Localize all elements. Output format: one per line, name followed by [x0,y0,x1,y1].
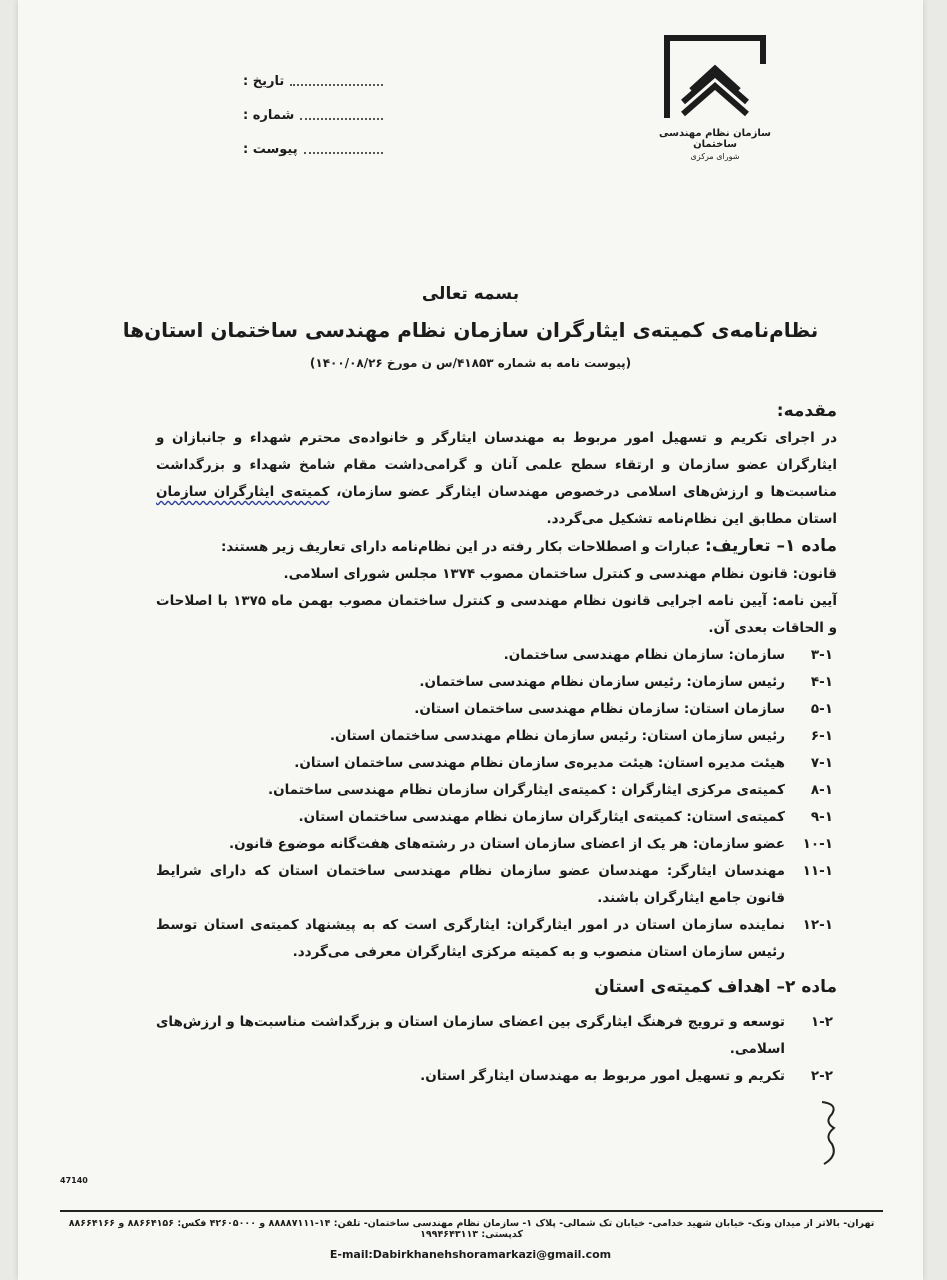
footer-address: تهران- بالاتر از میدان ونک- خیابان شهید خدامی- خیابان تک شمالی- پلاک ۱- سازمان نظام مهندسی ساختمان- تلفن: ۱۴-۸۸۸۸۷۱۱۱ و ۴۲۶۰۵۰۰۰ فکس: ۸۸۶۶۴۱۵۶ و ۸۸۶۶۴۱۶۶ کدپستی: ۱۹۹۴۶۴۳۱۱۳ [60,1210,883,1240]
spacer [156,1001,837,1009]
item-text: تکریم و تسهیل امور مربوط به مهندسان ایثارگر استان. [420,1068,785,1084]
logo-subtitle: شورای مرکزی [690,152,740,161]
item-number: ۴-۱ [810,674,833,690]
item-text: رئیس سازمان: رئیس سازمان نظام مهندسی ساختمان. [419,674,785,690]
bismillah: بسمه تعالی [421,284,520,304]
item-text: عضو سازمان: هر یک از اعضای سازمان استان در رشته‌های هفت‌گانه موضوع قانون. [228,836,785,852]
item-number: ۶-۱ [810,728,833,744]
org-logo [645,34,785,161]
list-item [156,804,837,831]
item-number: ۵-۱ [810,701,833,717]
list-item [156,723,837,750]
document-page [18,0,923,1280]
item-text: کمیته‌ی استان: کمیته‌ی ایثارگران سازمان نظام مهندسی ساختمان استان. [298,809,785,825]
article2-heading: ماده ۲– اهداف کمیته‌ی استان [594,977,837,997]
letter-meta [243,64,383,166]
item-number: ۷-۱ [810,755,833,771]
item-number: ۱۰-۱ [802,836,833,852]
item-number: ۱-۲ [810,1014,833,1030]
law-definition: قانون: قانون نظام مهندسی و کنترل ساختمان مصوب ۱۳۷۴ مجلس شورای اسلامی. [283,566,837,582]
document-body [156,398,837,1090]
item-text: کمیته‌ی مرکزی ایثارگران : کمیته‌ی ایثارگران سازمان نظام مهندسی ساختمان. [267,782,785,798]
list-item [156,669,837,696]
item-number: ۲-۲ [810,1068,833,1084]
list-item [156,750,837,777]
date-dots [290,82,383,86]
form-code: 47140 [60,1176,88,1185]
handwritten-bracket-icon [818,1098,842,1168]
intro-text-c: استان مطابق این نظام‌نامه تشکیل می‌گردد. [546,511,837,527]
list-item [156,1009,837,1063]
list-item [156,831,837,858]
attachment-label: پیوست : [243,141,298,157]
item-text: توسعه و ترویج فرهنگ ایثارگری بین اعضای سازمان استان و بزرگداشت مناسبت‌ها و ارزش‌های اسلامی. [156,1014,785,1057]
building-logo-icon [663,34,767,122]
item-number: ۱۲-۱ [802,917,833,933]
item-number: ۸-۱ [810,782,833,798]
document-title: نظام‌نامه‌ی کمیته‌ی ایثارگران سازمان نظام مهندسی ساختمان استان‌ها [122,318,819,342]
article1-heading-tail: عبارات و اصطلاحات بکار رفته در این نظام‌نامه دارای تعاریف زیر هستند: [220,539,706,555]
article1-heading: ماده ۱– تعاریف: [705,536,837,556]
attachment-dots [304,150,383,154]
document-subtitle: (پیوست نامه به شماره ۴۱۸۵۳/س ن مورخ ۱۴۰۰/۰۸/۲۶) [309,356,632,370]
list-item [156,912,837,966]
list-item [156,642,837,669]
date-field [243,64,383,98]
list-item [156,1063,837,1090]
intro-paragraph [156,425,837,533]
item-number: ۱۱-۱ [802,863,833,879]
regulation-definition: آیین نامه: آیین نامه اجرایی قانون نظام مهندسی و کنترل ساختمان مصوب بهمن ماه ۱۳۷۵ با اصلاحات و الحاقات بعدی آن. [156,593,838,636]
intro-text-a: در اجرای تکریم و تسهیل امور مربوط به مهندسان ایثارگر و خانواده‌ی محترم شهداء و جانبازان و ایثارگران عضو سازمان و ارتقاء سطح علمی آنان و گرامی‌داشت مقام شامخ شهداء و بزرگداشت مناسبت‌ها و ارزش‌های اسلامی درخصوص مهندسان ایثارگر عضو سازمان، [156,430,837,500]
article1-heading-line [156,533,837,561]
list-item [156,858,837,912]
list-item [156,696,837,723]
number-dots [300,116,383,120]
logo-org-name: سازمان نظام مهندسی ساختمان [659,128,771,150]
item-number: ۹-۱ [810,809,833,825]
item-text: نماینده سازمان استان در امور ایثارگران: ایثارگری است که به پیشنهاد کمیته‌ی استان توسط رئیس سازمان استان منصوب و به کمیته مرکزی ایثارگران معرفی می‌گردد. [156,917,785,960]
number-field [243,98,383,132]
item-text: رئیس سازمان استان: رئیس سازمان نظام مهندسی ساختمان استان. [329,728,785,744]
number-label: شماره : [243,107,295,123]
item-text: سازمان استان: سازمان نظام مهندسی ساختمان استان. [414,701,785,717]
item-text: سازمان: سازمان نظام مهندسی ساختمان. [503,647,785,663]
attachment-field [243,132,383,166]
list-item [156,777,837,804]
intro-text-underlined: کمیته‌ی ایثارگران سازمان [156,484,330,500]
item-number: ۳-۱ [810,647,833,663]
date-label: تاریخ : [243,73,285,89]
intro-heading: مقدمه: [776,401,837,421]
item-text: مهندسان ایثارگر: مهندسان عضو سازمان نظام مهندسی ساختمان استان که دارای شرایط قانون جامع ایثارگران باشند. [156,863,785,906]
spacer [156,966,837,974]
footer-email: E-mail:Dabirkhanehshoramarkazi@gmail.com [329,1248,612,1261]
item-text: هیئت مدیره استان: هیئت مدیره‌ی سازمان نظام مهندسی ساختمان استان. [294,755,785,771]
